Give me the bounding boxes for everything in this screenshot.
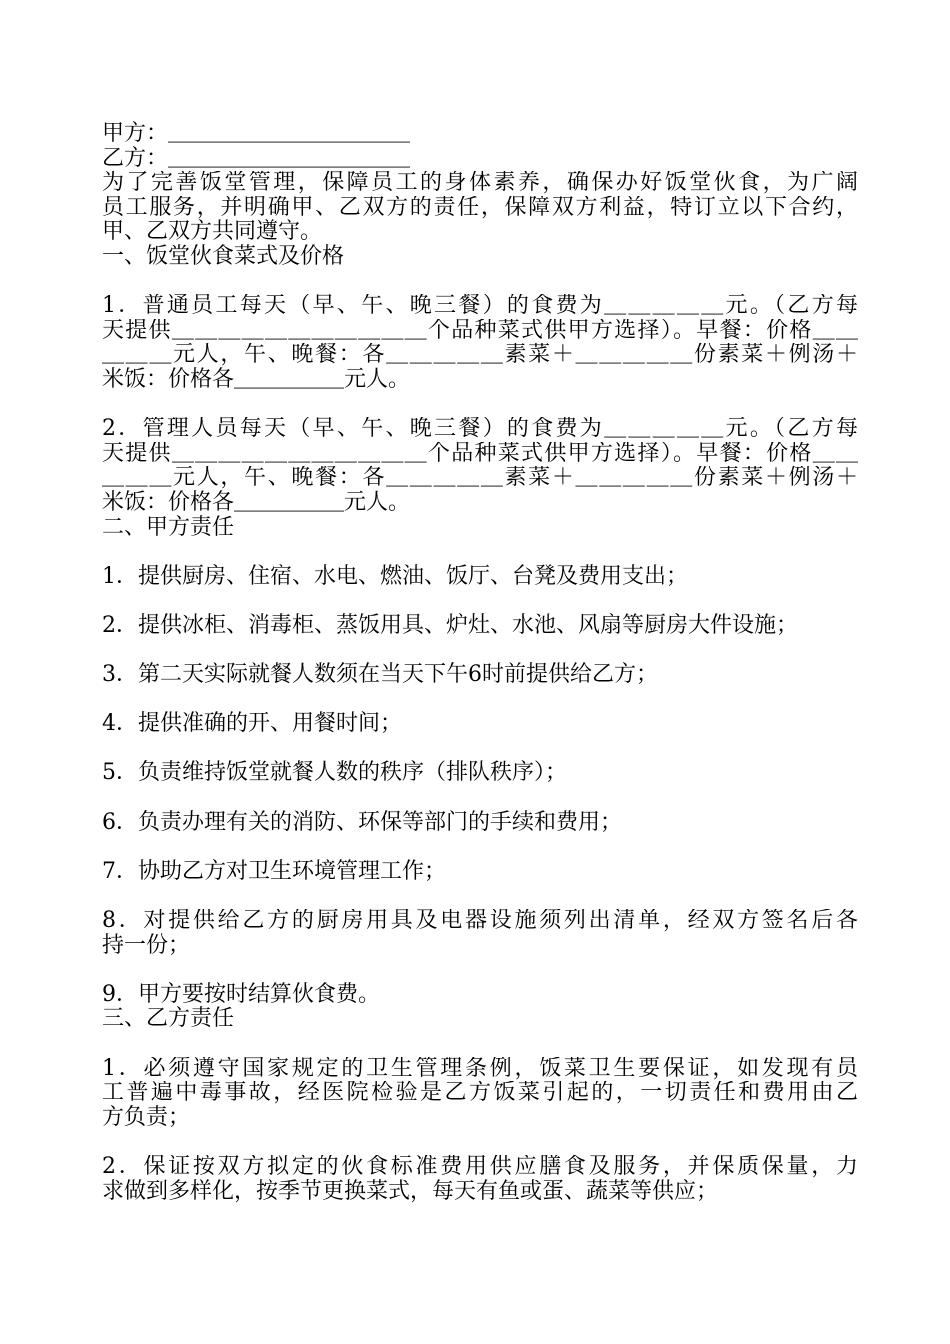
s2-item6: 6．负责办理有关的消防、环保等部门的手续和费用； (102, 809, 622, 835)
s2-item4: 4．提供准确的开、用餐时间； (102, 711, 402, 737)
blank-line (102, 958, 858, 983)
s2-item2: 2．提供冰柜、消毒柜、蒸饭用具、炉灶、水池、风扇等厨房大件设施； (102, 612, 798, 638)
section-1-title: 一、饭堂伙食菜式及价格 (102, 243, 345, 269)
party-a-line: 甲方：＿＿＿＿＿＿＿＿＿＿＿ (102, 121, 411, 146)
blank-line (102, 1032, 858, 1057)
s1-item1-line4: 米饭：价格各＿＿＿＿＿元人。 (102, 366, 411, 392)
blank-line (102, 270, 858, 295)
s2-item8-line1: 8．对提供给乙方的厨房用具及电器设施须列出清单，经双方签名后各 (102, 909, 858, 933)
contract-page (102, 122, 858, 1204)
s3-item1-line2: 工普遍中毒事故，经医院检验是乙方饭菜引起的，一切责任和费用由乙 (102, 1081, 858, 1106)
s3-item2-line2: 求做到多样化，按季节更换菜式，每天有鱼或蛋、蔬菜等供应； (102, 1178, 719, 1204)
blank-line (102, 835, 858, 860)
s3-item2-line1: 2．保证按双方拟定的伙食标准费用供应膳食及服务，并保质保量，力 (102, 1154, 858, 1179)
blank-line (102, 638, 858, 663)
intro-line-3: 甲、乙双方共同遵守。 (102, 219, 323, 245)
intro-line-2: 员工服务，并明确甲、乙双方的责任，保障双方利益，特订立以下合约， (102, 195, 858, 220)
s2-item1: 1．提供厨房、住宿、水电、燃油、饭厅、台凳及费用支出； (102, 563, 688, 589)
s2-item8-line2: 持一份； (102, 932, 191, 958)
s2-item5: 5．负责维持饭堂就餐人数的秩序（排队秩序）； (102, 760, 567, 786)
section-3-title: 三、乙方责任 (102, 1006, 235, 1032)
s2-item3: 3．第二天实际就餐人数须在当天下午6时前提供给乙方； (102, 662, 658, 688)
blank-line (102, 393, 858, 418)
blank-line (102, 1130, 858, 1155)
blank-line (102, 737, 858, 762)
s1-item2-line4: 米饭：价格各＿＿＿＿＿元人。 (102, 489, 411, 515)
blank-line (102, 688, 858, 713)
s2-item7: 7．协助乙方对卫生环境管理工作； (102, 858, 446, 884)
s1-item2-line3: ＿＿＿元人，午、晚餐：各＿＿＿＿＿素菜＋＿＿＿＿＿份素菜＋例汤＋ (102, 466, 858, 491)
intro-line-1: 为了完善饭堂管理，保障员工的身体素养，确保办好饭堂伙食，为广阔 (102, 171, 858, 196)
s1-item1-line2: 天提供＿＿＿＿＿＿＿＿＿＿＿个品种菜式供甲方选择）。早餐：价格＿＿ (102, 318, 858, 343)
s1-item1-line3: ＿＿＿元人，午、晚餐：各＿＿＿＿＿素菜＋＿＿＿＿＿份素菜＋例汤＋ (102, 343, 858, 368)
s3-item1-line3: 方负责； (102, 1104, 191, 1130)
blank-line (102, 589, 858, 614)
party-b-line: 乙方：＿＿＿＿＿＿＿＿＿＿＿ (102, 145, 411, 171)
s3-item1-line1: 1．必须遵守国家规定的卫生管理条例，饭菜卫生要保证，如发现有员 (102, 1056, 858, 1081)
blank-line (102, 786, 858, 811)
s1-item2-line2: 天提供＿＿＿＿＿＿＿＿＿＿＿个品种菜式供甲方选择）。早餐：价格＿＿ (102, 441, 858, 466)
s1-item1-line1: 1．普通员工每天（早、午、晚三餐）的食费为＿＿＿＿＿元。（乙方每 (102, 294, 858, 319)
s2-item9: 9．甲方要按时结算伙食费。 (102, 981, 380, 1007)
section-2-title: 二、甲方责任 (102, 514, 235, 540)
s1-item2-line1: 2．管理人员每天（早、午、晚三餐）的食费为＿＿＿＿＿元。（乙方每 (102, 417, 858, 442)
blank-line (102, 540, 858, 565)
blank-line (102, 884, 858, 909)
